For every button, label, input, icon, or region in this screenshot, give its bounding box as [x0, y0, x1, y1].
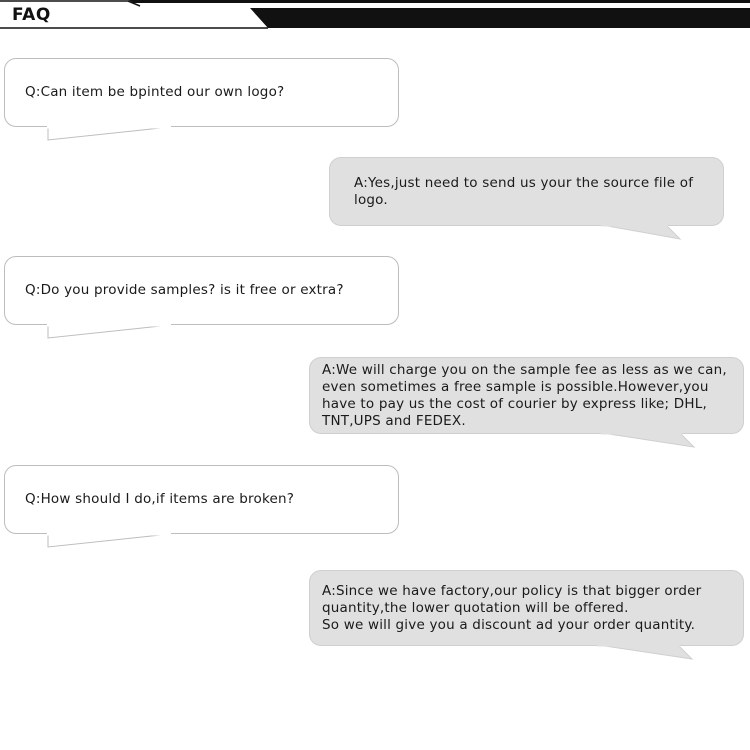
question-text: Q:How should I do,if items are broken?: [25, 491, 295, 507]
answer-bubble-tail: [600, 431, 700, 451]
question-bubble-tail: [44, 322, 174, 342]
answer-bubble-tail: [600, 223, 690, 243]
page-title: FAQ: [12, 5, 51, 25]
question-bubble: [4, 256, 399, 325]
answer-bubble: [309, 357, 744, 434]
answer-bubble: [329, 157, 724, 226]
faq-header: [0, 0, 750, 34]
answer-text: A:Since we have factory,our policy is that bigger order quantity,the lower quotation will be offered. So we will give you a discount ad your order quantity.: [322, 582, 702, 633]
question-bubble-tail: [44, 124, 174, 144]
question-text: Q:Can item be bpinted our own logo?: [25, 84, 285, 100]
answer-bubble-tail: [596, 643, 696, 663]
question-text: Q:Do you provide samples? is it free or extra?: [25, 282, 344, 298]
answer-text: A:We will charge you on the sample fee as less as we can, even sometimes a free sample is possible.However,you have to pay us the cost of courier by express like; DHL, TNT,UPS and FEDEX.: [322, 361, 727, 429]
answer-bubble: [309, 570, 744, 646]
answer-text: A:Yes,just need to send us your the source file of logo.: [354, 174, 694, 208]
question-bubble: [4, 465, 399, 534]
header-banner: [0, 0, 750, 34]
question-bubble-tail: [44, 531, 174, 551]
question-bubble: [4, 58, 399, 127]
